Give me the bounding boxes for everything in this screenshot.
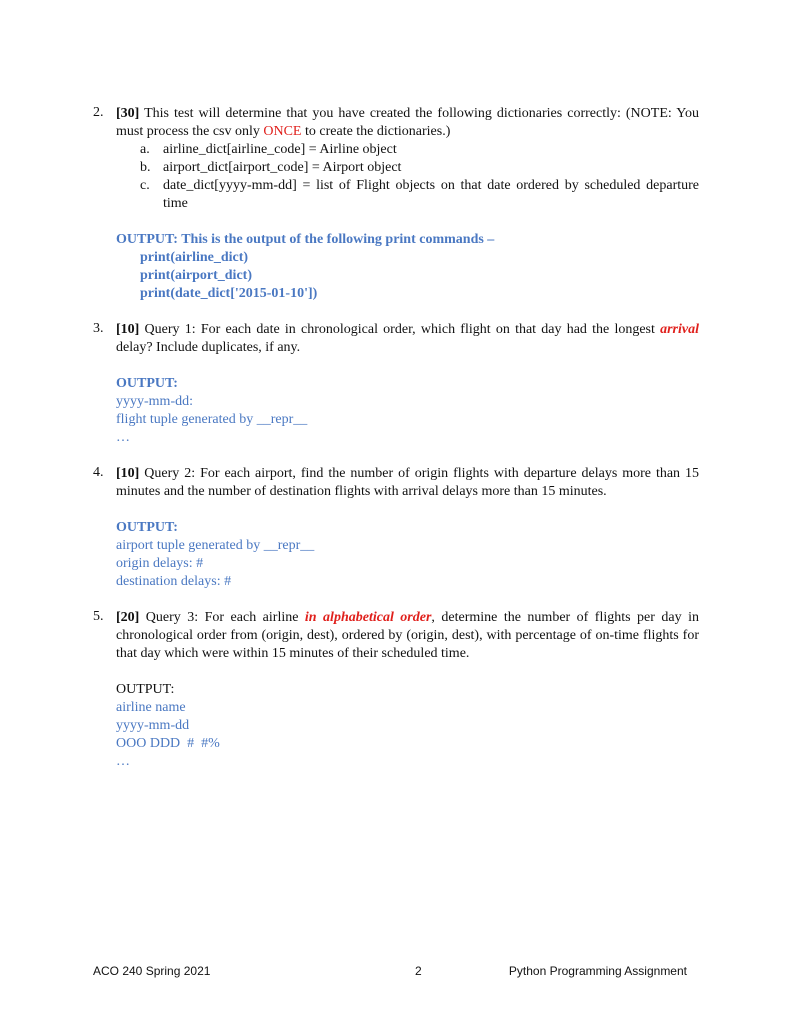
footer-title: Python Programming Assignment [508, 964, 687, 978]
footer-page-number: 2 [415, 964, 422, 978]
emphasis-arrival: arrival [660, 322, 699, 337]
output-line: print(date_dict['2015-01-10']) [140, 286, 318, 301]
question-5 [93, 609, 699, 771]
output-line: print(airport_dict) [140, 268, 252, 283]
output-label: OUTPUT: [116, 376, 178, 391]
question-text: [10] Query 1: For each date in chronological order, which flight on that day had the longest arrival delay? Include duplicates, if any. [116, 322, 699, 355]
output-line: print(airline_dict) [140, 250, 249, 265]
question-text: [30] This test will determine that you have created the following dictionaries correctly: (NOTE: You must process the csv only ONCE to create the dictionaries.) [116, 106, 699, 139]
footer-course: ACO 240 Spring 2021 [93, 964, 211, 978]
output-line: flight tuple generated by __repr__ [116, 412, 308, 427]
emphasis-alphabetical: in alphabetical order [304, 610, 432, 625]
sub-item-b: b. airport_dict[airport_code] = Airport object [140, 160, 402, 175]
sub-item-c: c. date_dict[yyyy-mm-dd] = list of Flight objects on that date ordered by scheduled departure time [140, 178, 699, 211]
emphasis-once: ONCE [263, 124, 302, 139]
output-line: destination delays: # [116, 574, 232, 589]
points: [30] [116, 106, 140, 121]
points: [20] [116, 610, 140, 625]
output-label: OUTPUT: [116, 520, 178, 535]
output-label: OUTPUT: [116, 682, 175, 697]
output-line: … [116, 754, 130, 769]
output-label: OUTPUT: This is the output of the following print commands – [116, 232, 495, 247]
output-line: OOO DDD # #% [116, 736, 220, 751]
question-text: [10] Query 2: For each airport, find the number of origin flights with departure delays more than 15 minutes and the number of destination flights with arrival delays more than 15 minutes. [116, 466, 699, 499]
sub-item-a: a. airline_dict[airline_code] = Airline object [140, 142, 397, 157]
output-line: yyyy-mm-dd [116, 718, 190, 733]
question-text: [20] Query 3: For each airline in alphabetical order, determine the number of flights per day in chronological order from (origin, dest), ordered by (origin, dest), with percentage of on-time flights for that day which were within 15 minutes of their scheduled time. [116, 610, 699, 661]
question-number: 3. [93, 321, 104, 336]
question-number: 5. [93, 609, 104, 624]
question-2 [93, 105, 699, 303]
output-line: airport tuple generated by __repr__ [116, 538, 315, 553]
output-line: … [116, 430, 130, 445]
output-line: airline name [116, 700, 186, 715]
output-line: origin delays: # [116, 556, 204, 571]
question-4 [93, 465, 699, 591]
question-3 [93, 321, 699, 447]
question-number: 2. [93, 105, 104, 120]
points: [10] [116, 322, 140, 337]
question-number: 4. [93, 465, 104, 480]
points: [10] [116, 466, 140, 481]
page-footer [93, 964, 699, 980]
output-line: yyyy-mm-dd: [116, 394, 193, 409]
